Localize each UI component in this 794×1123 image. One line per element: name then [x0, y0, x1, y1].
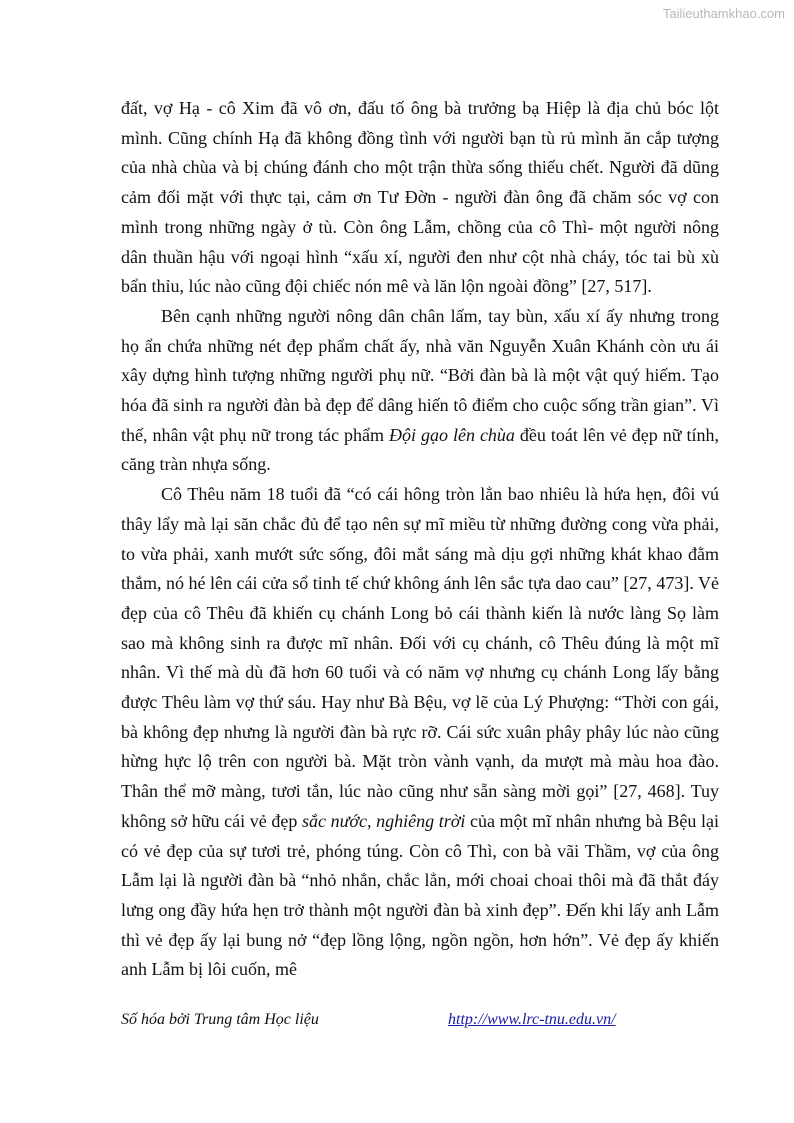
paragraph-2-text-b: đều toát lên vẻ đẹp nữ tính, căng tràn nhựa sống.	[121, 424, 719, 475]
paragraph-1-text: đất, vợ Hạ - cô Xim đã vô ơn, đấu tố ông bà trưởng bạ Hiệp là địa chủ bóc lột mình. Cũng chính Hạ đã không đồng tình với người bạn tù rủ mình ăn cắp tượng của nhà chùa và bị chúng đánh cho một trận thừa sống thiếu chết. Người đã dũng cảm đối mặt với thực tại, cảm ơn Tư Đờn - người đàn ông đã chăm sóc vợ con mình trong những ngày ở tù. Còn ông Lẫm, chồng của cô Thì- một người nông dân thuần hậu với ngoại hình “xấu xí, người đen như cột nhà cháy, tóc tai bù xù bẩn thỉu, lúc nào cũng đội chiếc nón mê và lăn lộn ngoài đồng” [27, 517].	[121, 98, 719, 297]
paragraph-1	[121, 94, 719, 302]
paragraph-3	[121, 480, 719, 985]
footer-credit: Số hóa bởi Trung tâm Học liệu	[121, 1011, 319, 1028]
paragraph-2	[121, 302, 719, 480]
document-body	[121, 94, 719, 985]
paragraph-3-text-a: Cô Thêu năm 18 tuổi đã “có cái hông tròn lẳn bao nhiêu là hứa hẹn, đôi vú thây lẩy mà lại săn chắc đủ để tạo nên sự mĩ miều từ những đường cong vừa phải, to vừa phải, xanh mướt sức sống, đôi mắt sáng mà dịu gợi những khát khao đằm thắm, nó hé lên cái cửa sổ tinh tế chứ không ánh lên sắc tựa dao cau” [27, 473]. Vẻ đẹp của cô Thêu đã khiến cụ chánh Long bỏ cái thành kiến là nước làng Sọ làm sao mà không sinh ra được mĩ nhân. Đối với cụ chánh, cô Thêu đúng là một mĩ nhân. Vì thế mà dù đã hơn 60 tuổi và có năm vợ nhưng cụ chánh Long lấy bằng được Thêu làm vợ thứ sáu. Hay như Bà Bệu, vợ lẽ của Lý Phượng: “Thời con gái, bà không đẹp nhưng là người đàn bà rực rỡ. Cái sức xuân phây phây lúc nào cũng hừng hực lộ trên con người bà. Mặt tròn vành vạnh, da mượt mà màu hoa đào. Thân thể mỡ màng, tươi tắn, lúc nào cũng như sẵn sàng mời gọi” [27, 468]. Tuy không sở hữu cái vẻ đẹp	[121, 484, 719, 831]
paragraph-3-text-b: của một mĩ nhân nhưng bà Bệu lại có vẻ đẹp của sự tươi trẻ, phóng túng. Còn cô Thì, con bà vãi Thầm, vợ của ông Lẫm lại là người đàn bà “nhỏ nhắn, chắc lẳn, mới choai choai thôi mà đã thắt đáy lưng ong đầy hứa hẹn trở thành một người đàn bà xinh đẹp”. Đến khi lấy anh Lẫm thì vẻ đẹp ấy lại bung nở “đẹp lồng lộng, ngồn ngồn, hơn hớn”. Vẻ đẹp ấy khiến anh Lẫm bị lôi cuốn, mê	[121, 810, 720, 980]
italic-phrase: sắc nước, nghiêng trời	[301, 810, 466, 831]
book-title: Đội gạo lên chùa	[389, 424, 515, 445]
watermark-text: Tailieuthamkhao.com	[662, 6, 785, 21]
paragraph-2-text-a: Bên cạnh những người nông dân chân lấm, tay bùn, xấu xí ấy nhưng trong họ ẩn chứa những nét đẹp phẩm chất ấy, nhà văn Nguyễn Xuân Khánh còn ưu ái xây dựng hình tượng những người phụ nữ. “Bởi đàn bà là một vật quý hiếm. Tạo hóa đã sinh ra người đàn bà đẹp để dâng hiến tô điểm cho cuộc sống trần gian”. Vì thế, nhân vật phụ nữ trong tác phẩm	[121, 305, 719, 445]
footer-link[interactable]: http://www.lrc-tnu.edu.vn/	[448, 1011, 616, 1028]
